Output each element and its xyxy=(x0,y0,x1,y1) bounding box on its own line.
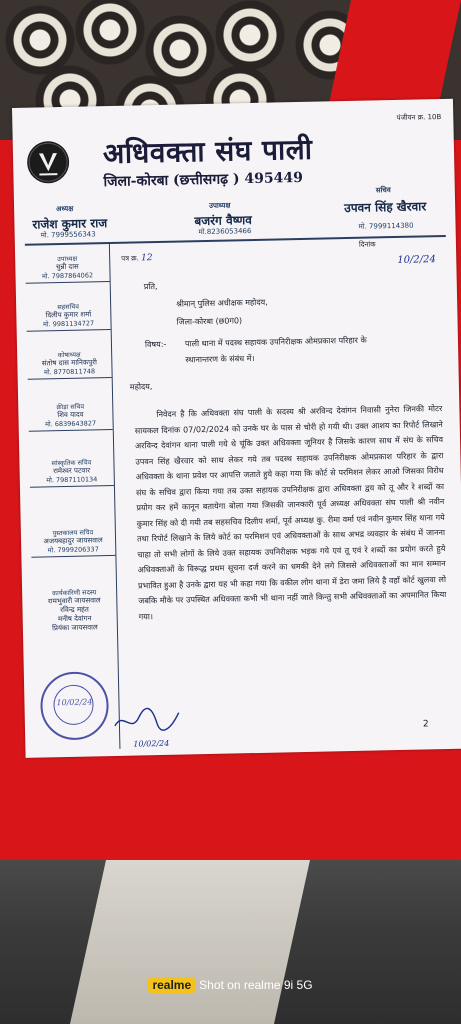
sidebar-role: उपाध्यक्ष xyxy=(57,254,78,264)
document-title: अधिवक्ता संघ पाली xyxy=(102,132,313,171)
sidebar-entry xyxy=(29,458,114,488)
secretary-mobile: मो. 7999114380 xyxy=(358,221,414,231)
sidebar-mobile: मो. 6839643827 xyxy=(29,419,113,432)
sidebar-mobile: मो. 9981134727 xyxy=(26,319,110,332)
district-address: जिला-कोरबा (छत्तीसगढ़ ) 495449 xyxy=(103,169,304,191)
sidebar-name: चुन्नी दास xyxy=(55,262,79,272)
watermark-text: Shot on realme 9i 5G xyxy=(199,978,313,992)
sidebar-role: कोषाध्यक्ष xyxy=(57,350,81,360)
secretary-name: उपवन सिंह खैरवार xyxy=(344,199,427,216)
addressee-line-1: श्रीमान् पुलिस अधीक्षक महोदय, xyxy=(176,297,268,309)
sidebar-name: संतोष दास मानिकपुरी xyxy=(41,358,97,368)
signature-date: 10/02/24 xyxy=(133,738,170,749)
vice-president-role: उपाध्यक्ष xyxy=(209,201,231,210)
watermark-brand: realme xyxy=(148,977,195,993)
sidebar-name: रामभुवारी जायसवाल xyxy=(47,596,101,606)
sidebar-name: अजयबहादुर जायसवाल xyxy=(43,536,103,546)
sidebar-entry xyxy=(25,254,110,284)
sidebar-entry xyxy=(28,402,113,432)
letter-date xyxy=(359,240,376,249)
sidebar-mobile: मो. 8770811748 xyxy=(27,367,111,380)
sidebar-entry xyxy=(32,588,117,634)
prati-label: प्रति, xyxy=(143,281,158,292)
signature xyxy=(113,705,184,749)
president-role: अध्यक्ष xyxy=(56,204,74,214)
letter-document xyxy=(12,99,461,758)
vice-president-name: बजरंग वैष्णव xyxy=(194,213,253,229)
letter-number-label: पत्र क्र. xyxy=(121,254,139,263)
president-mobile: मो. 7999556343 xyxy=(40,230,96,240)
sidebar-role: सांस्कृतिक सचिव xyxy=(51,458,92,468)
sidebar-name: दिलीप कुमार शर्मा xyxy=(45,310,92,320)
sidebar-entry xyxy=(31,528,116,558)
sidebar-role: क्रीड़ा सचिव xyxy=(56,402,85,412)
sidebar-role: पुस्तकालय सचिव xyxy=(52,528,94,538)
registration-number: पंजीयन क्र. 10B xyxy=(396,113,442,122)
camera-watermark xyxy=(0,978,461,992)
addressee-line-2: जिला-कोरबा (छ0ग0) xyxy=(176,316,243,327)
subject-label: विषय:- xyxy=(144,339,167,350)
president-name: राजेश कुमार राज xyxy=(32,216,108,232)
sidebar-role: सहसचिव xyxy=(57,302,80,312)
sidebar-mobile: मो. 7987110134 xyxy=(30,475,114,488)
letter-date-label: दिनांक xyxy=(358,240,376,249)
sidebar-mobile: मो. 7999206337 xyxy=(31,545,115,558)
subject-line-1: पाली थाना में पदस्थ सहायक उपनिरीक्षक ओमप्रकाश परिहार के xyxy=(184,335,367,349)
sidebar-member: प्रियंका जायसवाल xyxy=(52,623,98,633)
association-logo xyxy=(27,141,70,184)
sidebar-mobile: मो. 7987864062 xyxy=(25,271,109,284)
subject-line-2: स्थानान्तरण के संबंध में। xyxy=(185,353,255,365)
vice-president-mobile: मो.8236053466 xyxy=(198,227,252,237)
letter-body: निवेदन है कि अधिवक्ता संघ पाली के सदस्य श्री अरविन्द देवांगन निवासी नुनेरा जिनकी मोटर सायकल दिनांक 07/02/2024 को उनके घर के पास से चोरी हो गयी थी। उक्त आशय का रिपोर्ट लिखाने अरविन्द देवांगन थाना पाली गये थे चूंकि उक्त अधिवक्ता जूनियर है जिसके कारण साथ में संघ के सचिव उपवन सिंह खैरवार को साथ लेकर गये तब पदस्थ सहायक उपनिरीक्षक ओमप्रकाश परिहार के द्वारा अधिवक्ता के थाना प्रवेश पर आपत्ति जताते हुये कहा गया कि कोर्ट से परमिशन लेकर आओ जिसका विरोध संघ के सचिव द्वारा किया गया तब उक्त सहायक उपनिरीक्षक द्वारा अधिवक्ता द्वय को तू और रे शब्दों का प्रयोग कर हमें कानून बतायेगा बोला गया जिसकी जानकारी पूर्व अध्यक्ष अधिवक्ता संघ पाली श्री नवीन कुमार सिंह को दी गयी तब सहसचिव दिलीप शर्मा, पूर्व अध्यक्ष कु. रीमा वर्मा एवं नवीन कुमार सिंह थाना गये तथा रिपोर्ट लिखाने के लिये कोर्ट का परमिशन एवं अधिवक्ताओं के साथ अभद्र व्यवहार के संबंध में जानना चाहा तो सभी लोगों के लिये उक्त सहायक उपनिरीक्षक भड़क गये एवं तू एवं रे शब्दों का प्रयोग करते हुये अधिवक्ताओं के विरूद्ध प्रथम सूचना दर्ज करने का धमकी देने लगे जिससे अधिवक्ताओं का मान सम्मान प्रभावित हुआ है उनके द्वारा यह भी कहा गया कि वकील लोग थाना में डेरा जमा लिये है वहाँ कोर्ट खुलवा लो जबकि मौके पर उपस्थित अधिवक्ता कभी भी थाना नहीं जाते किन्तु सभी अधिवक्ताओं का अपमानित किया गया। xyxy=(134,404,447,621)
letter-number-value: 12 xyxy=(140,253,153,264)
page-number: 2 xyxy=(422,719,429,730)
sidebar-name: रामेश्वर पटवार xyxy=(53,466,91,476)
letter-number xyxy=(121,253,153,264)
sidebar-entry xyxy=(26,302,111,332)
salutation: महोदय, xyxy=(129,382,153,392)
background-floor-light xyxy=(70,860,313,1024)
sidebar-entry xyxy=(27,350,112,380)
letter-date-value: 10/2/24 xyxy=(397,254,436,266)
sidebar-name: शिव यादव xyxy=(57,410,84,420)
stamp-date: 10/02/24 xyxy=(56,697,93,708)
sidebar-member: मनीष देवांगन xyxy=(57,614,92,624)
secretary-role: सचिव xyxy=(375,186,391,195)
sidebar-role: कार्यकारिणी सदस्य xyxy=(52,588,97,598)
sidebar-member: रविन्द्र महंत xyxy=(60,605,89,615)
